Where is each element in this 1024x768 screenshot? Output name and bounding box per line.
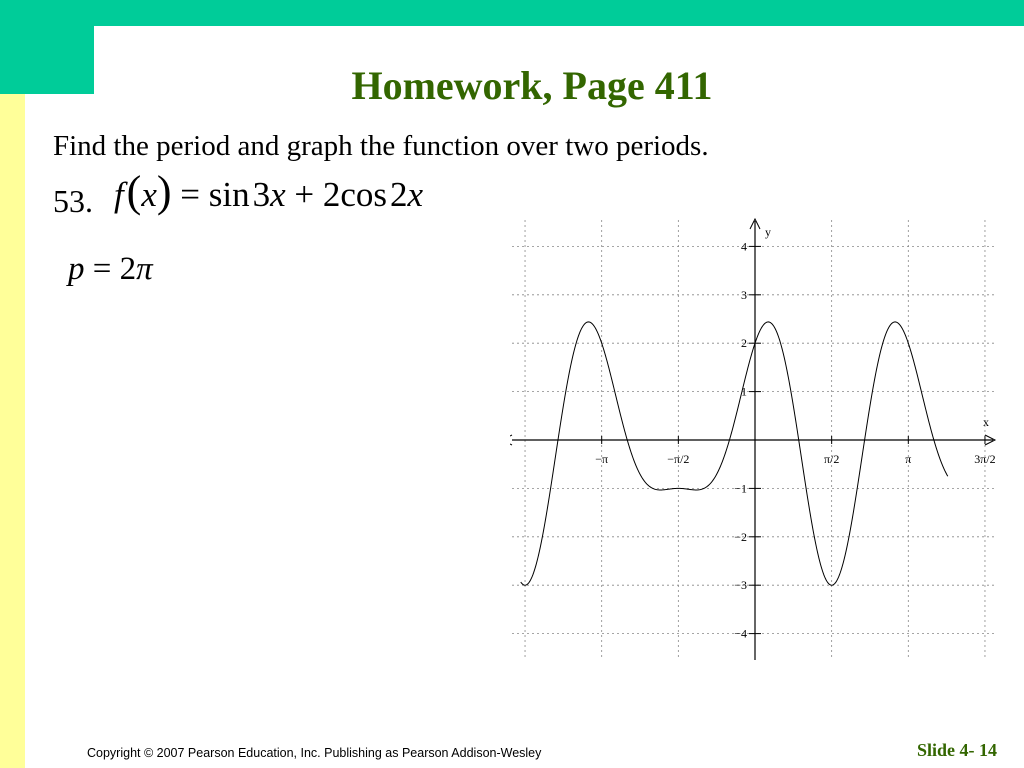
y-tick-label: 3 [741, 287, 747, 302]
slide-title: Homework, Page 411 [351, 63, 713, 108]
y-tick-label: −1 [734, 481, 747, 496]
y-tick-label: 2 [741, 336, 747, 351]
labels-layer [595, 225, 995, 641]
x-axis-label: x [983, 415, 989, 429]
function-variable: x [141, 175, 157, 214]
function-curve [521, 322, 948, 585]
sin-text: sin [208, 175, 250, 214]
function-graph [510, 215, 1000, 665]
y-tick-label: −4 [734, 626, 747, 641]
y-tick-label: 1 [741, 384, 747, 399]
sin-coefficient: 3 [252, 175, 271, 214]
x-tick-label: π/2 [823, 452, 840, 466]
function-name: f [114, 175, 124, 214]
x-tick-label: 3π/2 [974, 452, 996, 466]
x-tick-label: π [905, 452, 912, 466]
y-tick-label: −3 [734, 578, 747, 593]
cos-coefficient: 2 [322, 175, 341, 214]
period-coefficient: 2 [119, 251, 137, 287]
slide-number: Slide 4- 14 [916, 740, 997, 760]
sin-variable: x [270, 175, 286, 214]
copyright-text: Copyright © 2007 Pearson Education, Inc. Publishing as Pearson Addison-Wesley [87, 746, 542, 760]
open-paren: ( [126, 167, 142, 216]
close-paren: ) [156, 167, 172, 216]
y-tick-label: −2 [734, 529, 747, 544]
top-accent-bar [0, 0, 1024, 26]
period-equals: = [92, 251, 112, 287]
instruction-text: Find the period and graph the function over two periods. [53, 130, 709, 162]
y-axis-label: y [765, 225, 771, 239]
x-tick-label: −π [595, 452, 609, 466]
period-pi: π [136, 251, 153, 287]
y-tick-label: 4 [741, 239, 747, 254]
function-equation [114, 167, 424, 217]
side-accent-bar [0, 94, 25, 768]
period-answer [68, 247, 153, 291]
curve-layer [521, 322, 948, 585]
x-axis-left-arrow [510, 435, 512, 445]
cos-text: cos [340, 175, 388, 214]
cos-variable: x [407, 175, 424, 214]
cos-argument-coefficient: 2 [389, 175, 408, 214]
x-tick-label: −π/2 [667, 452, 690, 466]
axes-layer [510, 219, 995, 660]
plus-sign: + [294, 175, 315, 214]
equals-sign: = [180, 175, 201, 214]
problem-number: 53. [53, 183, 93, 219]
period-variable: p [68, 251, 85, 287]
